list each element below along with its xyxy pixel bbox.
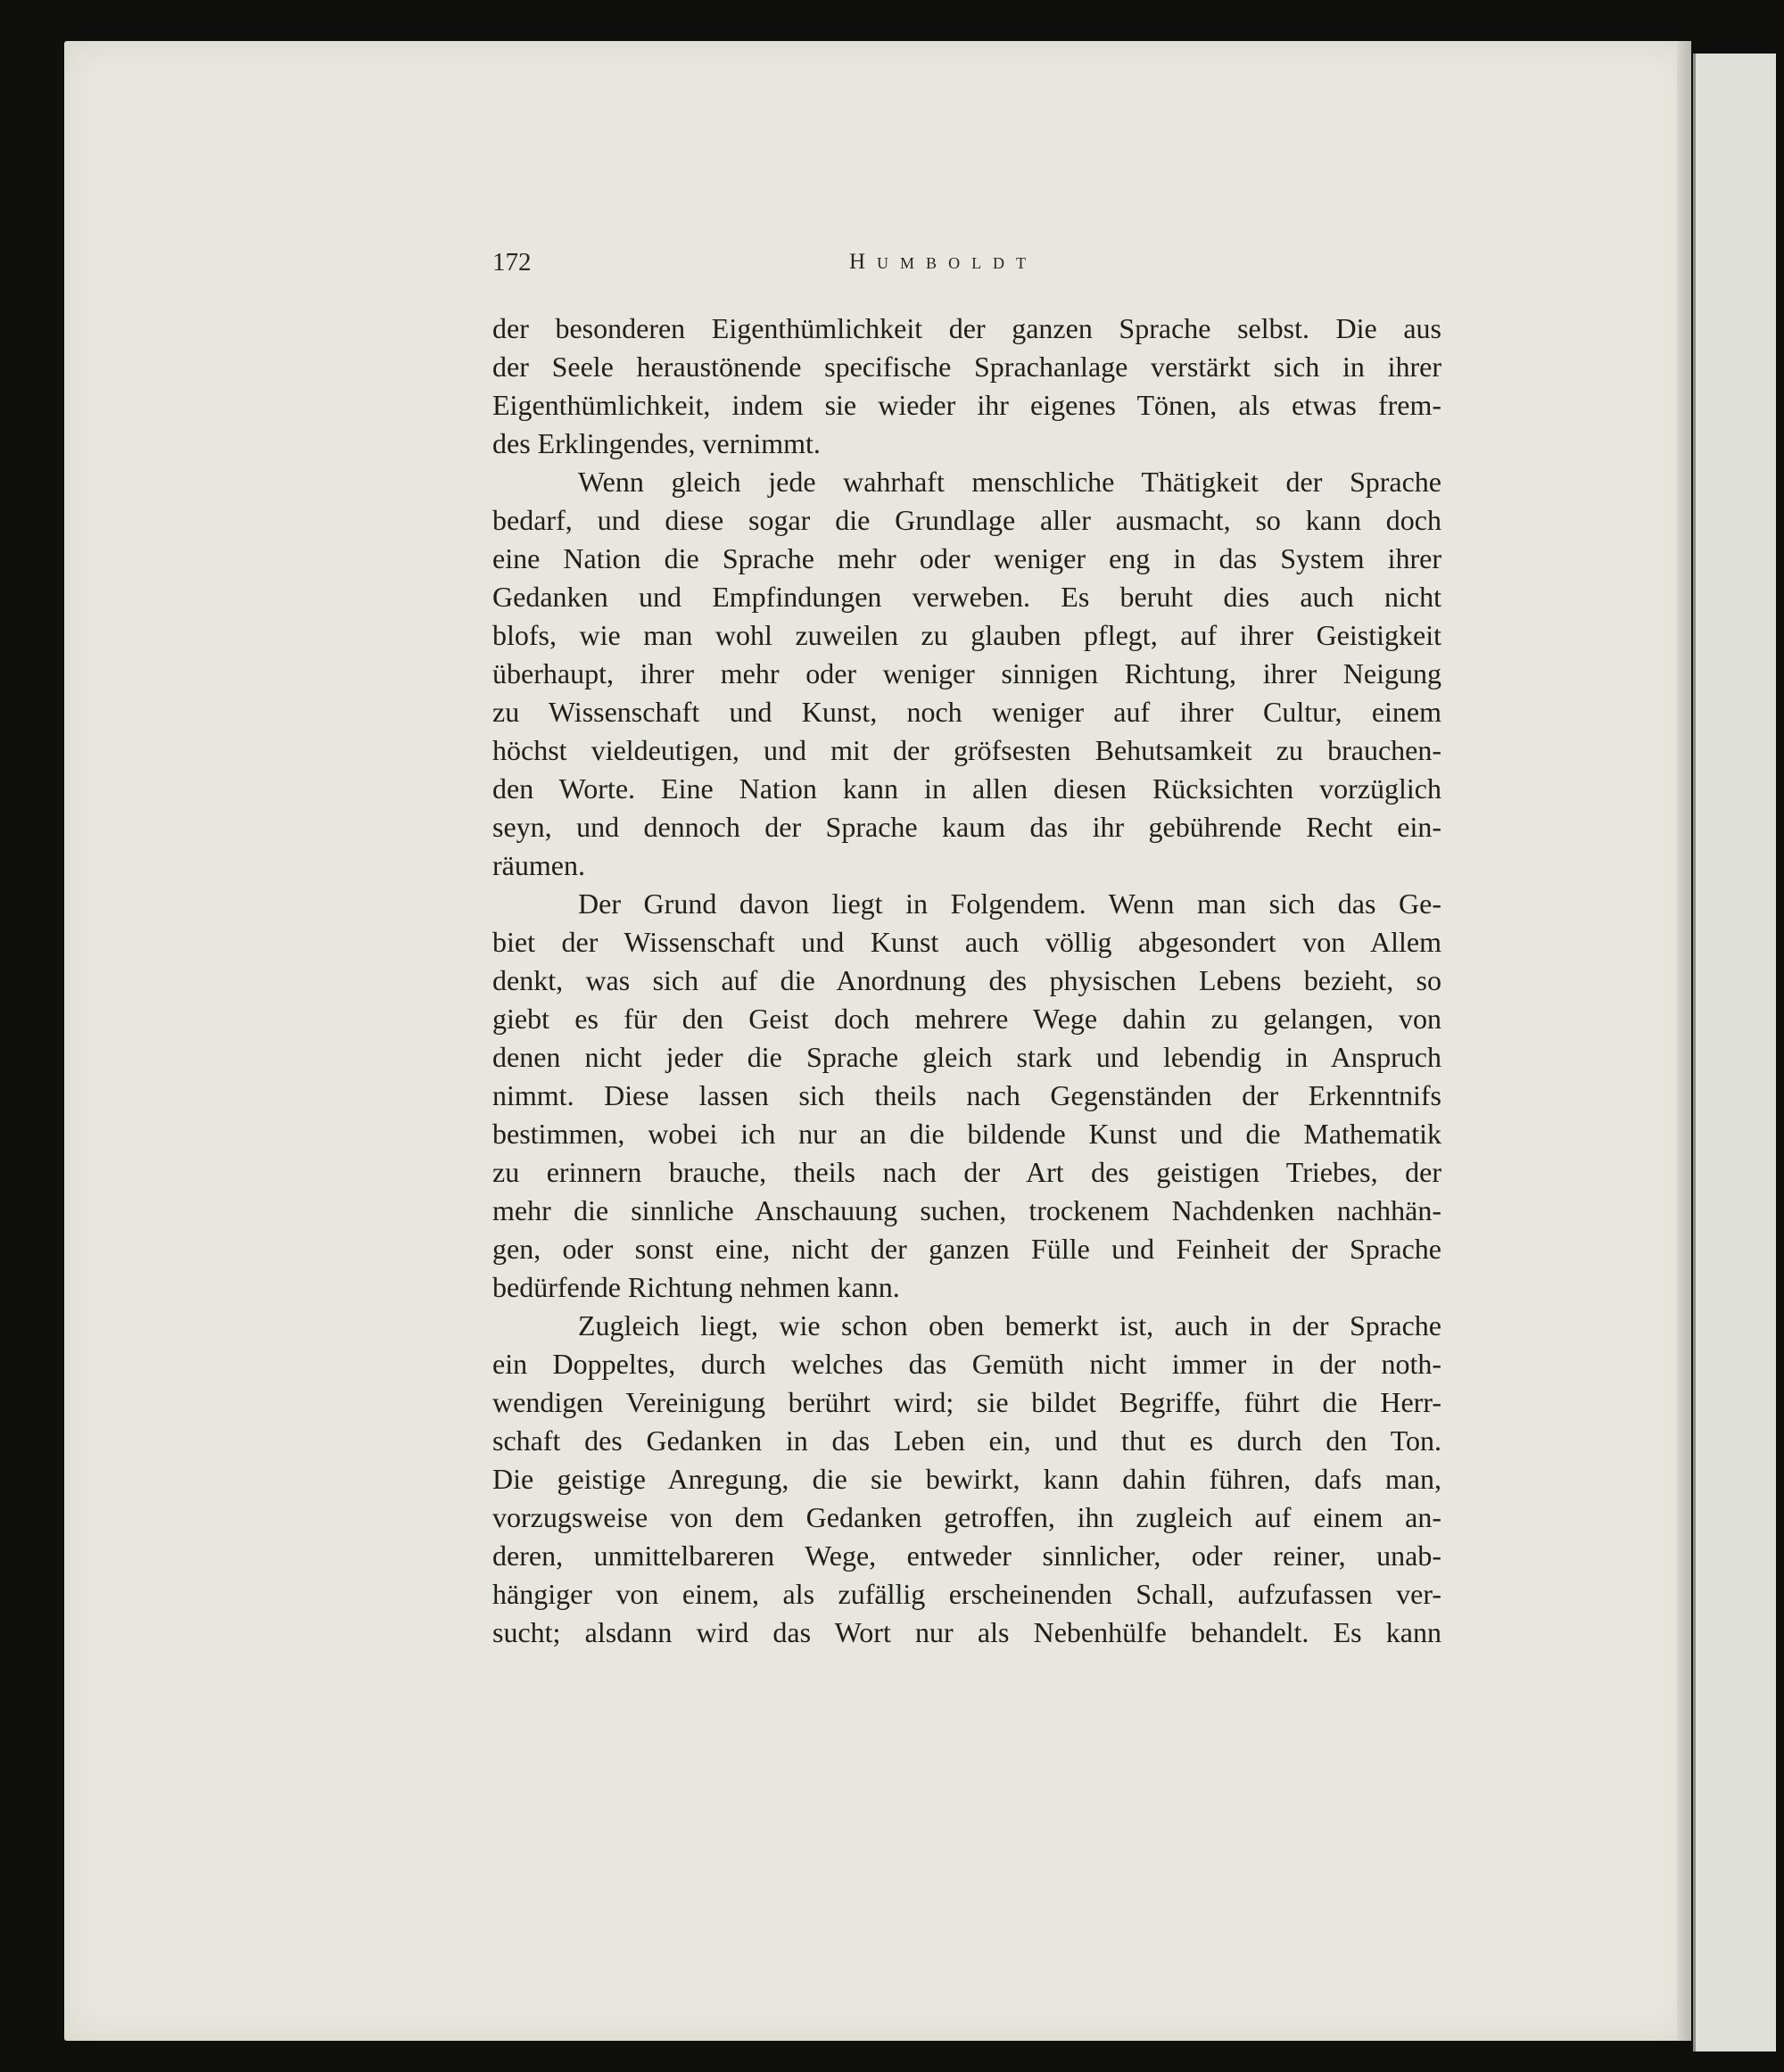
running-head-title: Humboldt — [849, 250, 1038, 274]
text-line: ein Doppeltes, durch welches das Gemüth nicht immer in der noth- — [492, 1348, 1441, 1380]
text-line: eine Nation die Sprache mehr oder weniger eng in das System ihrer — [492, 542, 1441, 574]
text-line: den Worte. Eine Nation kann in allen diesen Rücksichten vorzüglich — [492, 772, 1441, 805]
text-line: seyn, und dennoch der Sprache kaum das ihr gebührende Recht ein- — [492, 811, 1441, 843]
text-line: denkt, was sich auf die Anordnung des physischen Lebens bezieht, so — [492, 964, 1441, 996]
text-line: Zugleich liegt, wie schon oben bemerkt ist, auch in der Sprache — [578, 1309, 1441, 1341]
next-page-edge — [1693, 54, 1776, 2051]
text-line: höchst vieldeutigen, und mit der gröfsesten Behutsamkeit zu brauchen- — [492, 734, 1441, 766]
running-head — [492, 248, 1441, 284]
text-line: bedarf, und diese sogar die Grundlage aller ausmacht, so kann doch — [492, 504, 1441, 536]
text-line: bedürfende Richtung nehmen kann. — [492, 1271, 900, 1303]
text-line: vorzugsweise von dem Gedanken getroffen, ihn zugleich auf einem an- — [492, 1501, 1441, 1533]
text-line: giebt es für den Geist doch mehrere Wege dahin zu gelangen, von — [492, 1003, 1441, 1035]
page-number: 172 — [492, 248, 532, 277]
text-line: Die geistige Anregung, die sie bewirkt, kann dahin führen, dafs man, — [492, 1463, 1441, 1495]
text-line: deren, unmittelbareren Wege, entweder sinnlicher, oder reiner, unab- — [492, 1540, 1441, 1572]
text-line: denen nicht jeder die Sprache gleich stark und lebendig in Anspruch — [492, 1041, 1441, 1073]
text-line: biet der Wissenschaft und Kunst auch völlig abgesondert von Allem — [492, 926, 1441, 958]
text-line: der besonderen Eigenthümlichkeit der ganzen Sprache selbst. Die aus — [492, 312, 1441, 344]
text-line: wendigen Vereinigung berührt wird; sie bildet Begriffe, führt die Herr- — [492, 1386, 1441, 1418]
text-line: Eigenthümlichkeit, indem sie wieder ihr eigenes Tönen, als etwas frem- — [492, 389, 1441, 421]
text-line: sucht; alsdann wird das Wort nur als Nebenhülfe behandelt. Es kann — [492, 1616, 1441, 1648]
text-line: zu Wissenschaft und Kunst, noch weniger auf ihrer Cultur, einem — [492, 696, 1441, 728]
text-line: hängiger von einem, als zufällig erscheinenden Schall, aufzufassen ver- — [492, 1578, 1441, 1610]
text-line: räumen. — [492, 849, 585, 881]
text-line: Wenn gleich jede wahrhaft menschliche Thätigkeit der Sprache — [578, 466, 1441, 498]
text-line: blofs, wie man wohl zuweilen zu glauben pflegt, auf ihrer Geistigkeit — [492, 619, 1441, 651]
text-line: überhaupt, ihrer mehr oder weniger sinnigen Richtung, ihrer Neigung — [492, 657, 1441, 689]
page-fold-shadow — [1677, 41, 1691, 2041]
text-line: schaft des Gedanken in das Leben ein, und thut es durch den Ton. — [492, 1424, 1441, 1457]
text-line: des Erklingendes, vernimmt. — [492, 427, 821, 459]
text-line: Der Grund davon liegt in Folgendem. Wenn man sich das Ge- — [578, 887, 1441, 920]
text-line: nimmt. Diese lassen sich theils nach Gegenständen der Erkenntnifs — [492, 1079, 1441, 1111]
text-line: zu erinnern brauche, theils nach der Art des geistigen Triebes, der — [492, 1156, 1441, 1188]
text-line: bestimmen, wobei ich nur an die bildende Kunst und die Mathematik — [492, 1118, 1441, 1150]
text-line: Gedanken und Empfindungen verweben. Es beruht dies auch nicht — [492, 581, 1441, 613]
text-line: gen, oder sonst eine, nicht der ganzen Fülle und Feinheit der Sprache — [492, 1233, 1441, 1265]
text-line: der Seele heraustönende specifische Sprachanlage verstärkt sich in ihrer — [492, 351, 1441, 383]
body-text — [492, 310, 1441, 1652]
text-line: mehr die sinnliche Anschauung suchen, trockenem Nachdenken nachhän- — [492, 1194, 1441, 1226]
